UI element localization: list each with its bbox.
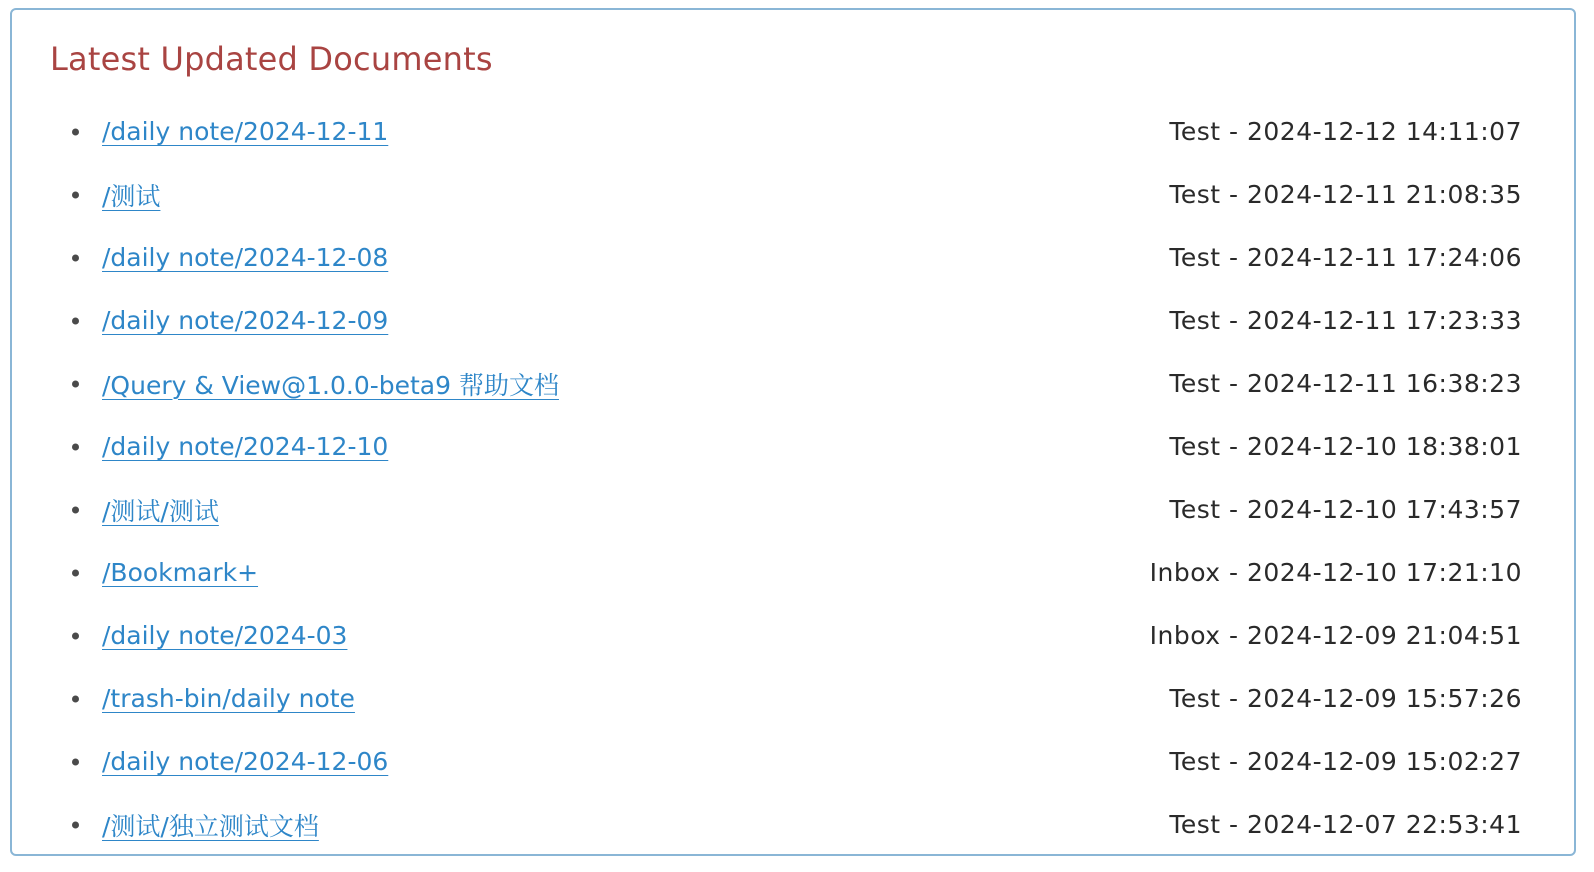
list-item xyxy=(12,667,1574,730)
document-meta-wrap xyxy=(1169,306,1526,335)
document-meta: Test - 2024-12-09 15:57:26 xyxy=(1169,684,1522,713)
document-meta: Test - 2024-12-11 17:23:33 xyxy=(1169,306,1522,335)
document-link[interactable]: /Query & View@1.0.0-beta9 帮助文档 xyxy=(102,370,559,400)
document-link[interactable]: /trash-bin/daily note xyxy=(102,684,355,713)
bullet-icon xyxy=(72,821,79,828)
latest-updated-documents-panel xyxy=(10,8,1576,856)
document-link[interactable]: /daily note/2024-12-10 xyxy=(102,432,389,461)
document-meta-wrap xyxy=(1150,558,1526,587)
bullet-icon xyxy=(72,317,79,324)
document-meta: Inbox - 2024-12-09 21:04:51 xyxy=(1149,621,1522,650)
document-meta-wrap xyxy=(1169,369,1526,398)
document-meta-wrap xyxy=(1169,495,1526,524)
bullet-icon xyxy=(72,191,79,198)
page-title: Latest Updated Documents xyxy=(50,40,493,78)
list-item xyxy=(12,163,1574,226)
document-meta: Test - 2024-12-07 22:53:41 xyxy=(1169,810,1522,839)
document-link[interactable]: /Bookmark+ xyxy=(102,558,259,587)
document-meta-wrap xyxy=(1169,747,1526,776)
list-item xyxy=(12,415,1574,478)
bullet-icon xyxy=(72,506,79,513)
list-item xyxy=(12,352,1574,415)
bullet-icon xyxy=(72,758,79,765)
document-link[interactable]: /daily note/2024-12-11 xyxy=(102,117,389,146)
list-item xyxy=(12,289,1574,352)
list-item xyxy=(12,730,1574,793)
document-list xyxy=(12,100,1574,856)
document-link[interactable]: /测试/测试 xyxy=(102,496,219,526)
document-meta-wrap xyxy=(1169,243,1526,272)
bullet-icon xyxy=(72,128,79,135)
document-meta: Test - 2024-12-11 17:24:06 xyxy=(1169,243,1522,272)
document-meta: Test - 2024-12-10 18:38:01 xyxy=(1169,432,1522,461)
bullet-icon xyxy=(72,380,79,387)
document-meta-wrap xyxy=(1169,432,1526,461)
document-link[interactable]: /daily note/2024-12-08 xyxy=(102,243,389,272)
list-item xyxy=(12,793,1574,856)
list-item xyxy=(12,541,1574,604)
document-link[interactable]: /daily note/2024-03 xyxy=(102,621,348,650)
bullet-icon xyxy=(72,443,79,450)
document-link[interactable]: /测试/独立测试文档 xyxy=(102,811,319,841)
document-meta-wrap xyxy=(1169,117,1526,146)
list-item xyxy=(12,100,1574,163)
document-meta: Test - 2024-12-10 17:43:57 xyxy=(1169,495,1522,524)
document-link[interactable]: /测试 xyxy=(102,181,161,211)
bullet-icon xyxy=(72,254,79,261)
document-meta: Inbox - 2024-12-10 17:21:10 xyxy=(1149,558,1522,587)
document-link[interactable]: /daily note/2024-12-09 xyxy=(102,306,389,335)
document-meta-wrap xyxy=(1169,810,1526,839)
list-item xyxy=(12,226,1574,289)
document-meta: Test - 2024-12-11 16:38:23 xyxy=(1169,369,1522,398)
document-meta-wrap xyxy=(1169,684,1526,713)
list-item xyxy=(12,604,1574,667)
document-meta: Test - 2024-12-09 15:02:27 xyxy=(1169,747,1522,776)
bullet-icon xyxy=(72,569,79,576)
document-link[interactable]: /daily note/2024-12-06 xyxy=(102,747,389,776)
document-meta-wrap xyxy=(1169,180,1526,209)
document-meta: Test - 2024-12-11 21:08:35 xyxy=(1169,180,1522,209)
list-item xyxy=(12,478,1574,541)
document-meta: Test - 2024-12-12 14:11:07 xyxy=(1169,117,1522,146)
bullet-icon xyxy=(72,695,79,702)
document-meta-wrap xyxy=(1150,621,1526,650)
bullet-icon xyxy=(72,632,79,639)
